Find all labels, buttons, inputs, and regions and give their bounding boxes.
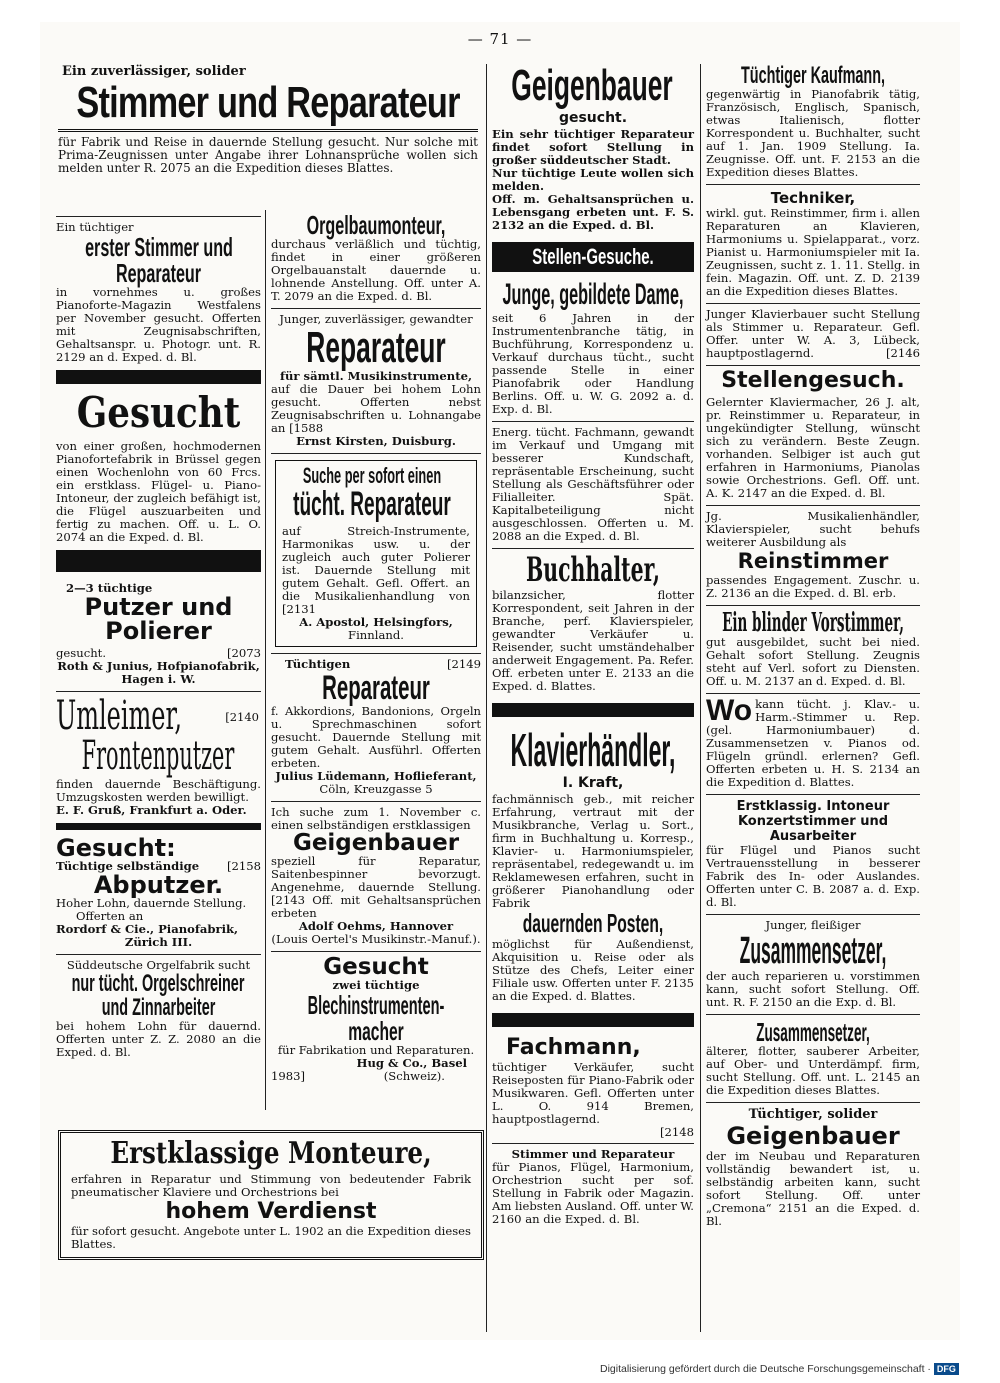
dfg-logo: DFG (934, 1363, 959, 1375)
ad-body: in vornehmes u. großes Pianoforte-Magazin Westfalens per November gesucht. Offerten mit Zeugnisabschriften, Gehaltsanspr. u. Photogr. unt. R. 2129 an d. Exped. d. Bl. (56, 285, 261, 364)
ad-reinstimmer (706, 510, 920, 600)
ad-lead: Tüchtigen (285, 657, 351, 671)
top-ad-headline: Stimmer und Reparateur (76, 78, 460, 127)
ad-stimmer-ausland (492, 1148, 694, 1226)
newspaper-page (40, 22, 960, 1340)
ad-headline: Frontenputzer (81, 733, 235, 779)
ad-headline: erster Stimmer und (85, 232, 233, 262)
ad-body: seit 6 Jahren in der Instrumentenbranche tätig, in Buchführung, Korrespondenz u. Verkauf durchaus tücht., sucht passende Stelle in einer Pianofabrik oder Handlung Berlins. Off. u. W. G. 2092 a. d. Exp. d. Bl. (492, 311, 694, 416)
ad-body: speziell für Reparatur, Saitenbespinner bevorzugt. Angenehme, dauernde Stellung. [2143 Off. mit Gehaltsansprüchen erbeten (271, 854, 481, 920)
ad-headline: Zusammensetzer, (739, 930, 887, 972)
ad-headline: Zusammensetzer, (756, 1017, 870, 1047)
ad-geigenbauer-gesucht (492, 61, 694, 232)
ad-geigenbauer-cremona (706, 1107, 920, 1228)
ad-headline: Blechinstrumenten- (307, 990, 445, 1020)
ad-techniker (706, 189, 920, 298)
ad-headline: Geigenbauer (726, 1122, 900, 1150)
ad-signature: Finnland. (348, 628, 404, 642)
ad-body: für Flügel und Pianos sucht Vertrauensstellung in besserer Fabrik des In- oder Auslandes. Offerten unter C. B. 2087 a. d. Exp. d. Bl. (706, 843, 920, 909)
ad-headline: macher (348, 1016, 404, 1046)
ad-headline: Buchhalter, (526, 550, 660, 590)
ad-headline: Konzertstimmer und (737, 814, 889, 829)
ad-klavierbauer-luebeck (706, 308, 920, 360)
ad-fachmann-energ (492, 426, 694, 543)
ad-umleimer (56, 693, 261, 817)
ad-body: bei hohem Lohn für dauernd. Offerten unter Z. Z. 2080 an die Exped. d. Bl. (56, 1019, 261, 1059)
ad-signature: (Louis Oertel's Musikinstr.-Manuf.). (271, 932, 481, 946)
ad-body: für Pianos, Flügel, Harmonium, Orchestrion sucht per sof. Stellung in Fabrik oder Magazin. Am liebsten Ausland. Off. unter W. 2160 an die Exped. d. Bl. (492, 1160, 694, 1226)
ad-code: [2158 (226, 859, 261, 873)
ad-signature: E. F. Gruß, Frankfurt a. Oder. (56, 803, 247, 817)
ad-headline: Ein blinder Vorstimmer, (722, 608, 904, 638)
ad-klavierhaendler (492, 724, 694, 1003)
ad-code: 1983] (271, 1069, 306, 1083)
top-ad-lead: Ein zuverlässiger, solider (62, 64, 246, 79)
ad-signature: Rordorf & Cie., Pianofabrik, (56, 922, 239, 936)
ad-subheadline: für sämtl. Musikinstrumente, (279, 369, 473, 383)
ad-body: gut ausgebildet, sucht bei nied. Gehalt sofort Stellung. Zeugnis steht auf Verl. sofort zu Diensten. Off. u. M. 2137 an d. Exped. d. Bl. (706, 635, 920, 688)
ad-headline: tücht. Reparateur (293, 485, 451, 523)
ad-body: für Fabrikation und Reparaturen. (277, 1043, 475, 1057)
footer-credit (600, 1363, 959, 1375)
ad-body: Junger Klavierbauer sucht Stellung als Stimmer u. Reparateur. Gefl. Offer. unter W. A. 3, Lübeck, hauptpostlagernd. (706, 307, 920, 360)
ad-signature: Julius Lüdemann, Hoflieferant, (275, 769, 477, 783)
ad-subheadline: gesucht. (558, 110, 628, 126)
section-stellen-gesuche (492, 242, 694, 272)
ad-headline: Gesucht: (56, 834, 176, 862)
ad-code: [2146 (885, 346, 920, 360)
ad-body: fachmännisch geb., mit reicher Erfahrung, vertraut mit der Musikbranche, Verlag u. Sort., firm in Buchhaltung u. Korresp., Klavier- u. Harmoniumspieler, repräsentabel, redegewandt u. im Reklamewesen erfahren, sucht in größerer Pianohandlung oder Fabrik (492, 792, 694, 910)
ad-headline: Ausarbeiter (769, 829, 857, 844)
ad-dropcap: Wo (706, 694, 753, 727)
ad-signature: Ernst Kirsten, Duisburg. (296, 434, 456, 448)
ad-code: [2140 (225, 710, 259, 724)
ad-signature: Cöln, Kreuzgasse 5 (319, 782, 433, 796)
ad-headline: nur tücht. Orgelschreiner (71, 970, 245, 997)
ad-body: möglichst für Außendienst, Akquisition u. Reise oder als Stütze des Chefs, Leiter einer Filiale usw. Offerten unter F. 2135 an die Exped. d. Blattes. (492, 937, 694, 1003)
ad-body: gesucht. (56, 646, 107, 660)
ad-junge-dame (492, 280, 694, 416)
ad-body: der auch reparieren u. vorstimmen kann, sucht sofort Stellung. Off. unt. R. F. 2150 an die Exp. d. Bl. (706, 969, 920, 1009)
ad-body: finden dauernde Beschäftigung. Umzugskosten werden bewilligt. (56, 777, 261, 804)
ad-headline: Reparateur (306, 323, 446, 372)
ad-buchhalter (492, 550, 694, 693)
ad-orgelbaumonteur (271, 212, 481, 303)
ad-lead: Junger, fleißiger (765, 918, 861, 932)
ad-headline: Abputzer. (93, 871, 224, 899)
ad-headline: Erstklassige Monteure, (110, 1136, 432, 1171)
ad-erster-stimmer (56, 221, 261, 364)
ad-signature: Hug & Co., Basel (356, 1056, 467, 1070)
ad-lead: Junger, zuverlässiger, gewandter (279, 312, 473, 326)
ad-headline: Tüchtiger Kaufmann, (740, 62, 885, 89)
ad-headline: Umleimer, (56, 693, 182, 739)
ad-wo-kann (706, 694, 920, 789)
ad-body: von einer großen, hochmodernen Pianofortefabrik in Brüssel gegen einen Wochenlohn von 60 Frcs. ein erstklass. Flügel- u. Piano-Intoneur, der zugleich befähigt ist, die Flügel auszuarbeiten und fertig zu machen. Off. u. L. O. 2074 an die Exped. d. Bl. (56, 439, 261, 544)
ad-signature: (Schweiz). (383, 1069, 445, 1083)
ad-intoneur (706, 799, 920, 909)
ad-lead: 2—3 tüchtige (66, 581, 153, 595)
ad-tuecht-reparateur (275, 460, 477, 647)
ad-headline: Stimmer und Reparateur (511, 1147, 675, 1161)
ad-reparateur-luedemann (271, 658, 481, 796)
ad-lead: Ich suche zum 1. November c. einen selbständigen erstklassigen (271, 805, 481, 832)
ad-body: Offerten an (76, 909, 144, 923)
ad-headline: Gesucht (76, 388, 241, 437)
ad-lead: Tüchtige selbständige (56, 859, 200, 873)
ad-headline: Reinstimmer (737, 549, 889, 573)
ad-code: [2073 (226, 646, 261, 660)
ad-signature: Adolf Oehms, Hannover (298, 919, 454, 933)
column-3 (492, 61, 694, 1226)
ad-subheadline: I. Kraft, (562, 775, 624, 791)
ad-headline: Polierer (105, 617, 212, 645)
ad-headline: Erstklassig. Intoneur (736, 799, 890, 814)
ad-highlight: hohem Verdienst (165, 1199, 377, 1224)
ad-lead: zwei tüchtige (332, 978, 420, 992)
ad-lead: Süddeutsche Orgelfabrik sucht (66, 958, 251, 972)
ad-blinder-vorstimmer (706, 610, 920, 688)
ad-blechinstrumente (271, 956, 481, 1083)
ad-headline: Fachmann, (506, 1035, 641, 1060)
page-number: — 71 — (467, 30, 533, 48)
ad-headline: und Zinnarbeiter (101, 994, 216, 1021)
column-1 (56, 212, 261, 1212)
ad-headline: Orgelbaumonteur, (306, 210, 446, 240)
ad-body: gegenwärtig in Pianofabrik tätig, Französisch, Englisch, Spanisch, etwas Italienisch, flotter Korrespondent u. Buchhalter, sucht auf 1. Jan. 1909 Stellung. Ia. Zeugnisse. Off. unt. F. 2153 an die Expedition dieses Blattes. (706, 87, 920, 179)
ad-headline: Stellengesuch. (721, 368, 905, 393)
ad-body: passendes Engagement. Zuschr. u. Z. 2136 an die Exped. d. Bl. erb. (706, 573, 920, 600)
ad-gesucht-bruessel (56, 388, 261, 544)
ad-orgelschreiner (56, 959, 261, 1059)
ad-body: Gelernter Klaviermacher, 26 J. alt, pr. Reinstimmer u. Reparateur, in ungekündigter Stellung, wünscht sich zu verändern. Beste Zeugn. vorhanden. Selbiger ist auch gut erfahren in Harmoniums, Pianolas sowie Orchestrions. Gefl. Off. unt. A. K. 2147 an die Exped. d. Bl. (706, 395, 920, 500)
ad-lead: Ein tüchtiger (56, 220, 134, 234)
ad-signature: A. Apostol, Helsingfors, (299, 615, 453, 629)
ad-headline: Klavierhändler, (510, 724, 676, 776)
ad-zusammensetzer-1 (706, 919, 920, 1009)
section-title: Stellen-Gesuche. (532, 244, 654, 269)
ad-body: der im Neubau und Reparaturen vollständig bewandert ist, u. selbständig arbeiten kann, sucht sofort Stellung. Off. unter „Cremona“ 2151 an die Exped. d. Bl. (706, 1149, 920, 1228)
ad-body: kann tücht. j. Klav.- u. Harm.-Stimmer u. Rep. (gel. Harmoniumbauer) d. Zusammensetzen v. Pianos od. Flügeln gründl. erlernen? Gefl. Offerten erbeten u. H. S. 2134 an die Expedition d. Blattes. (706, 697, 920, 789)
ad-body: bilanzsicher, flotter Korrespondent, seit Jahren in der Branche, perf. Klavierspieler, gewandter Verkäufer u. Reisender, sucht umständehalber anderweit Engagement. Pa. Refer. Off. erbeten unter E. 2133 an die Exped. d. Blattes. (492, 588, 694, 693)
ad-body: wirkl. gut. Reinstimmer, firm i. allen Reparaturen an Klavieren, Harmoniums u. Spielapparat., vorz. Pianist u. Harmoniumspieler mit Ia. Zeugnissen, sucht z. 1. 11. Stellg. in fein. Magazin. Off. unt. Z. D. 2139 an die Expedition dieses Blattes. (706, 206, 920, 298)
ad-headline: Geigenbauer (292, 830, 460, 856)
ad-signature: Hagen i. W. (121, 672, 196, 686)
ad-body: erfahren in Reparatur und Stimmung von bedeutender Fabrik pneumatischer Klaviere und Orchestrions bei (71, 1172, 471, 1199)
ad-body: Energ. tücht. Fachmann, gewandt im Verkauf und Umgang mit besserer Kundschaft, repräsentable Erscheinung, sucht Stellung als Geschäftsführer oder Filialleiter. Spät. Kapitalbeteiligung nicht ausgeschlossen. Offerten u. M. 2088 an die Exped. d. Bl. (492, 425, 694, 543)
ad-body: tüchtiger Verkäufer, sucht Reiseposten für Piano-Fabrik oder Musikwaren. Gefl. Offerten unter L. O. 914 Bremen, hauptpostlagernd. (492, 1060, 694, 1126)
ad-stellengesuch (706, 370, 920, 500)
ad-lead: Jg. Musikalienhändler, Klavierspieler, sucht behufs weiterer Ausbildung als (706, 509, 920, 549)
ad-headline: Suche per sofort einen (302, 463, 442, 488)
ad-body: Off. m. Gehaltsansprüchen u. Lebensgang erbeten unt. F. S. 2132 an die Exped. d. Bl. (492, 192, 694, 232)
footer-text: Digitalisierung gefördert durch die Deutsche Forschungsgemeinschaft · (600, 1363, 931, 1375)
ad-headline: Techniker, (770, 189, 856, 207)
ad-geigenbauer-oehms (271, 806, 481, 946)
top-ad-body: für Fabrik und Reise in dauernde Stellung gesucht. Nur solche mit Prima-Zeugnissen unter Angabe ihrer Lohnansprüche wollen sich melden unter R. 2075 an die Expedition dieses Blattes. (58, 135, 478, 175)
ad-headline: Geigenbauer (511, 61, 673, 110)
ad-headline: Reparateur (322, 669, 430, 707)
ad-code: [2148 (659, 1125, 694, 1139)
ad-headline: dauernden Posten, (522, 908, 664, 938)
ad-reparateur-kirsten (271, 313, 481, 448)
ad-body: auf die Dauer bei hohem Lohn gesucht. Offerten nebst Zeugnisabschriften u. Lohnangabe an [1588 (271, 382, 481, 435)
ad-body: Hoher Lohn, dauernde Stellung. (56, 896, 247, 910)
ad-lead: Tüchtiger, solider (748, 1107, 878, 1122)
ad-fachmann-reiseposten (492, 1037, 694, 1139)
column-2 (271, 212, 481, 1212)
ad-headline: Putzer und (84, 593, 233, 621)
ad-headline: Gesucht (323, 954, 429, 980)
ad-headline: Junge, gebildete Dame, (502, 278, 684, 311)
ad-abputzer (56, 836, 261, 949)
column-4 (706, 62, 920, 1228)
bottom-ad-monteure (58, 1130, 484, 1260)
ad-putzer-polierer (56, 582, 261, 686)
ad-body: für sofort gesucht. Angebote unter L. 1902 an die Expedition dieses Blattes. (71, 1224, 471, 1251)
ad-body: älterer, flotter, sauberer Arbeiter, auf Ober- und Unterdämpf. firm, sucht Stellung. Off. unt. L. 2145 an die Expedition dieses Blattes. (706, 1044, 920, 1097)
ad-body: Ein sehr tüchtiger Reparateur findet sofort Stellung in großer süddeutscher Stadt. (492, 127, 694, 167)
ad-signature: Zürich III. (124, 935, 193, 949)
ad-headline: Reparateur (115, 258, 202, 288)
ad-zusammensetzer-2 (706, 1019, 920, 1097)
top-ad (58, 64, 478, 180)
ad-kaufmann (706, 64, 920, 179)
ad-body: auf Streich-Instrumente, Harmonikas usw. u. der zugleich auch guter Polierer ist. Dauernde Stellung mit gutem Gehalt. Gefl. Offert. an die Musikalienhandlung von [2131 (282, 524, 470, 616)
ad-code: [2149 (446, 657, 481, 671)
ad-body: durchaus verläßlich und tüchtig, findet in einer größeren Orgelbauanstalt dauernde u. lohnende Anstellung. Off. unter A. T. 2079 an die Exped. d. Bl. (271, 237, 481, 303)
ad-signature: Roth & Junius, Hofpianofabrik, (57, 659, 260, 673)
ad-body: f. Akkordions, Bandonions, Orgeln u. Sprechmaschinen sofort gesucht. Dauernde Stellung mit gutem Gehalt. Ausführl. Offerten erbeten. (271, 704, 481, 770)
ad-body: Nur tüchtige Leute wollen sich melden. (492, 166, 694, 193)
